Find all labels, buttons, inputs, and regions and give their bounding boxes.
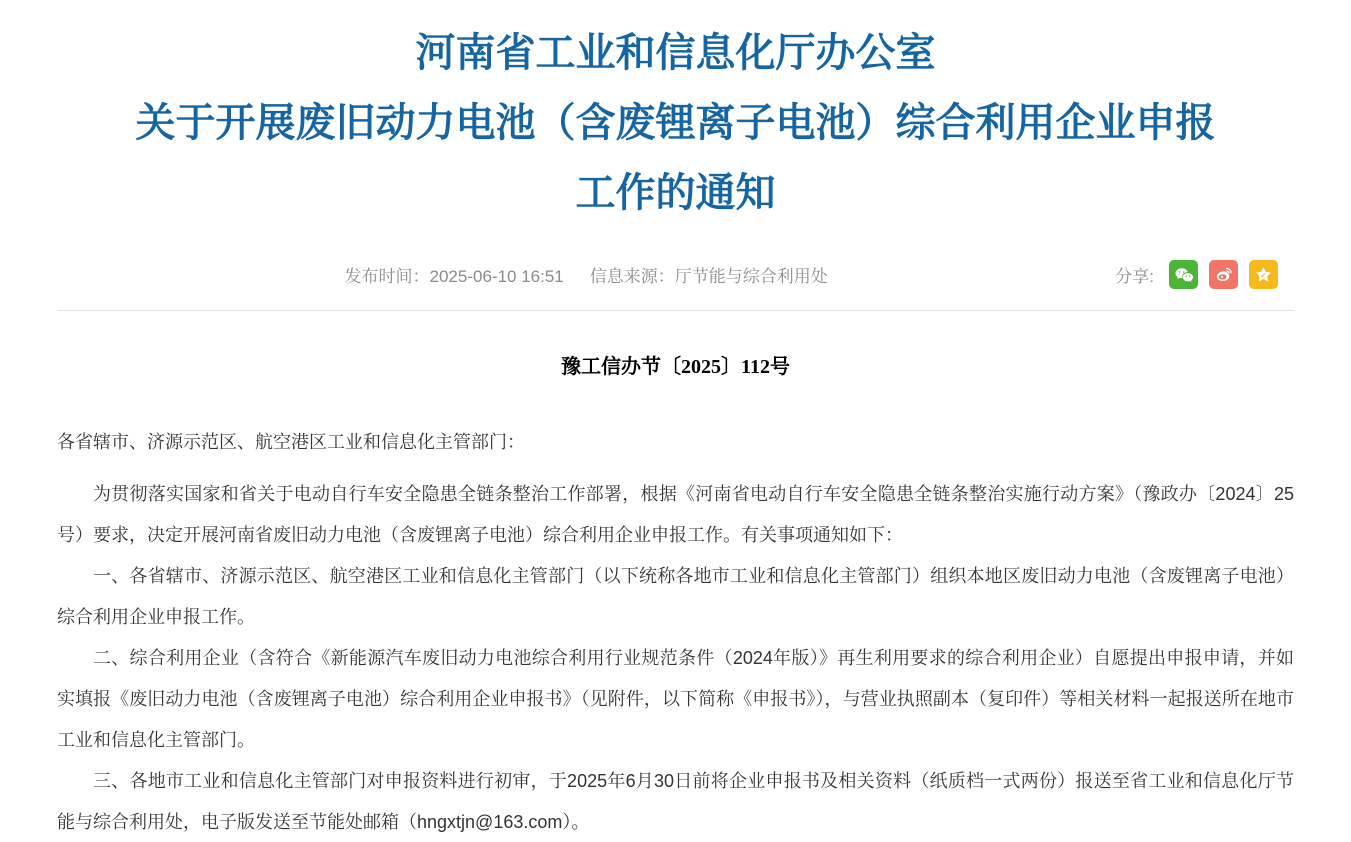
content-area — [57, 0, 1294, 842]
publish-time-label: 发布时间： — [344, 266, 430, 286]
publish-time-value: 2025-06-10 16:51 — [429, 266, 564, 286]
paragraph-intro: 为贯彻落实国家和省关于电动自行车安全隐患全链条整治工作部署，根据《河南省电动自行车安全隐患全链条整治实施行动方案》（豫政办〔2024〕25号）要求，决定开展河南省废旧动力电池（含废锂离子电池）综合利用企业申报工作。有关事项通知如下： — [57, 484, 1294, 545]
share-label: 分享: — [1115, 266, 1154, 286]
favorite-button[interactable] — [1249, 260, 1278, 289]
favorite-star-icon — [1253, 264, 1274, 285]
source-label: 信息来源： — [589, 266, 675, 286]
weibo-share-button[interactable] — [1209, 260, 1238, 289]
share-group — [1115, 260, 1294, 289]
weibo-share-icon — [1213, 264, 1234, 285]
paragraph-item-1: 一、各省辖市、济源示范区、航空港区工业和信息化主管部门（以下统称各地市工业和信息化主管部门）组织本地区废旧动力电池（含废锂离子电池）综合利用企业申报工作。 — [57, 566, 1294, 627]
header-divider — [57, 310, 1294, 311]
page-title — [57, 0, 1294, 228]
source-value: 厅节能与综合利用处 — [674, 266, 828, 286]
article-body — [57, 422, 1294, 842]
wechat-share-button[interactable] — [1169, 260, 1198, 289]
meta-info — [57, 262, 1115, 287]
paragraph-item-3: 三、各地市工业和信息化主管部门对申报资料进行初审，于2025年6月30日前将企业申报书及相关资料（纸质档一式两份）报送至省工业和信息化厅节能与综合利用处，电子版发送至节能处邮箱（hngxtjn@163.com）。 — [57, 771, 1294, 832]
paragraph-item-2: 二、综合利用企业（含符合《新能源汽车废旧动力电池综合利用行业规范条件（2024年版）》再生利用要求的综合利用企业）自愿提出申报申请，并如实填报《废旧动力电池（含废锂离子电池）综合利用企业申报书》（见附件，以下简称《申报书》），与营业执照副本（复印件）等相关材料一起报送所在地市工业和信息化主管部门。 — [57, 648, 1294, 750]
wechat-share-icon — [1173, 264, 1194, 285]
title-line-2: 关于开展废旧动力电池（含废锂离子电池）综合利用企业申报 — [135, 101, 1216, 145]
salutation-line: 各省辖市、济源示范区、航空港区工业和信息化主管部门： — [57, 432, 525, 452]
title-line-3: 工作的通知 — [575, 171, 776, 215]
document-number: 豫工信办节〔2025〕112号 — [561, 356, 790, 378]
meta-bar — [57, 252, 1294, 296]
title-line-1: 河南省工业和信息化厅办公室 — [415, 31, 936, 75]
